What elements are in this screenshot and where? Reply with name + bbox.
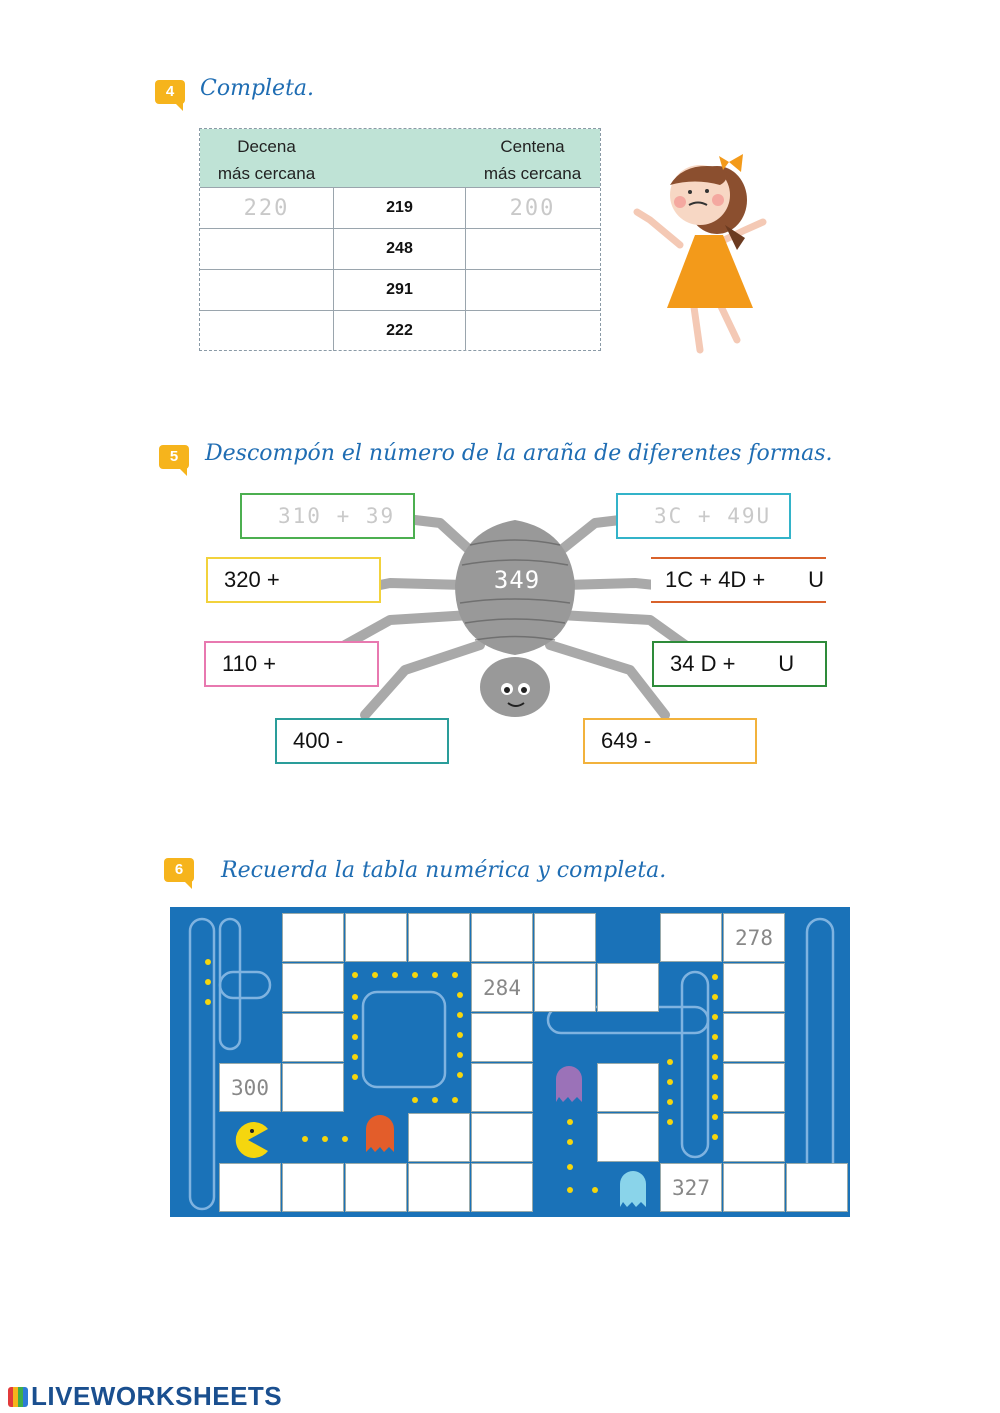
grid-cell[interactable] xyxy=(471,1163,533,1212)
grid-cell[interactable] xyxy=(345,913,407,962)
table-row xyxy=(200,310,600,351)
decena-answer[interactable] xyxy=(200,270,333,310)
grid-cell[interactable] xyxy=(723,1063,785,1112)
exercise-4-badge: 4 xyxy=(155,80,185,104)
row-number: 222 xyxy=(333,311,466,351)
grid-cell[interactable] xyxy=(723,913,785,962)
logo-text: LIVEWORKSHEETS xyxy=(31,1381,283,1411)
grid-cell[interactable] xyxy=(282,963,344,1012)
grid-cell[interactable] xyxy=(471,1063,533,1112)
centena-answer[interactable] xyxy=(466,270,599,310)
cell-value: 327 xyxy=(672,1175,710,1200)
decena-answer[interactable] xyxy=(200,229,333,269)
decompose-box-right-2[interactable] xyxy=(651,557,826,603)
logo-icon xyxy=(8,1387,28,1407)
grid-cell[interactable] xyxy=(723,1013,785,1062)
cell-value: 284 xyxy=(483,975,521,1000)
grid-cell[interactable] xyxy=(660,1163,722,1212)
header-centena-line1: Centena xyxy=(500,137,565,156)
decompose-box-right-1[interactable] xyxy=(616,493,791,539)
grid-cell[interactable] xyxy=(597,963,659,1012)
centena-value: 200 xyxy=(509,195,556,221)
header-decena-line2: más cercana xyxy=(217,164,316,183)
row-number: 291 xyxy=(333,270,466,310)
centena-answer[interactable] xyxy=(466,311,599,351)
liveworksheets-logo xyxy=(8,1381,282,1412)
grid-cell[interactable] xyxy=(219,1163,281,1212)
grid-cell[interactable] xyxy=(282,1063,344,1112)
spider-number: 349 xyxy=(493,566,541,594)
exercise-4-title: Completa. xyxy=(200,76,315,101)
exercise-5-title: Descompón el número de la araña de diferentes formas. xyxy=(205,441,833,466)
row-number: 219 xyxy=(333,188,466,228)
decena-answer[interactable] xyxy=(200,188,333,228)
grid-cell[interactable] xyxy=(282,913,344,962)
decompose-text: 110 + xyxy=(222,651,277,676)
header-decena xyxy=(200,133,333,187)
table-row xyxy=(200,228,600,269)
grid-cell[interactable] xyxy=(723,963,785,1012)
grid-cell[interactable] xyxy=(786,1163,848,1212)
grid-cell[interactable] xyxy=(282,1013,344,1062)
decompose-text: 34 D + U xyxy=(670,651,795,676)
grid-cell[interactable] xyxy=(219,1063,281,1112)
grid-cell[interactable] xyxy=(471,1113,533,1162)
decompose-box-left-2[interactable] xyxy=(206,557,381,603)
grid-cell[interactable] xyxy=(597,1113,659,1162)
decena-value: 220 xyxy=(243,195,290,221)
grid-cell[interactable] xyxy=(660,913,722,962)
decompose-box-left-3[interactable] xyxy=(204,641,379,687)
table-row xyxy=(200,187,600,228)
cell-value: 278 xyxy=(735,925,773,950)
table-row xyxy=(200,269,600,310)
grid-cell[interactable] xyxy=(471,963,533,1012)
number-maze xyxy=(170,907,850,1217)
decompose-box-left-1[interactable] xyxy=(240,493,415,539)
decompose-text: 3C + 49U xyxy=(654,504,772,528)
girl-illustration xyxy=(625,150,775,355)
cell-value: 300 xyxy=(231,1075,269,1100)
decena-answer[interactable] xyxy=(200,311,333,351)
decompose-box-right-3[interactable] xyxy=(652,641,827,687)
row-number: 248 xyxy=(333,229,466,269)
grid-cell[interactable] xyxy=(471,1013,533,1062)
grid-cell[interactable] xyxy=(723,1163,785,1212)
exercise-6-badge: 6 xyxy=(164,858,194,882)
header-decena-line1: Decena xyxy=(237,137,296,156)
centena-answer[interactable] xyxy=(466,188,599,228)
grid-cell[interactable] xyxy=(534,963,596,1012)
decompose-box-left-4[interactable] xyxy=(275,718,449,764)
grid-cell[interactable] xyxy=(282,1163,344,1212)
decompose-text: 310 + 39 xyxy=(278,504,396,528)
grid-cell[interactable] xyxy=(597,1063,659,1112)
table-header xyxy=(200,129,600,187)
grid-cell[interactable] xyxy=(408,913,470,962)
grid-cell[interactable] xyxy=(408,1113,470,1162)
decompose-box-right-4[interactable] xyxy=(583,718,757,764)
decompose-text: 649 - xyxy=(601,728,652,753)
grid-cell[interactable] xyxy=(534,913,596,962)
header-centena-line2: más cercana xyxy=(483,164,582,183)
rounding-table xyxy=(199,128,601,351)
grid-cell[interactable] xyxy=(345,1163,407,1212)
decompose-text: 320 + xyxy=(224,567,280,592)
decompose-text: 1C + 4D + U xyxy=(665,567,824,592)
centena-answer[interactable] xyxy=(466,229,599,269)
grid-cell[interactable] xyxy=(471,913,533,962)
grid-cell[interactable] xyxy=(408,1163,470,1212)
grid-cell[interactable] xyxy=(723,1113,785,1162)
header-centena xyxy=(466,133,599,187)
exercise-6-title: Recuerda la tabla numérica y completa. xyxy=(221,858,667,883)
exercise-5-badge: 5 xyxy=(159,445,189,469)
decompose-text: 400 - xyxy=(293,728,344,753)
